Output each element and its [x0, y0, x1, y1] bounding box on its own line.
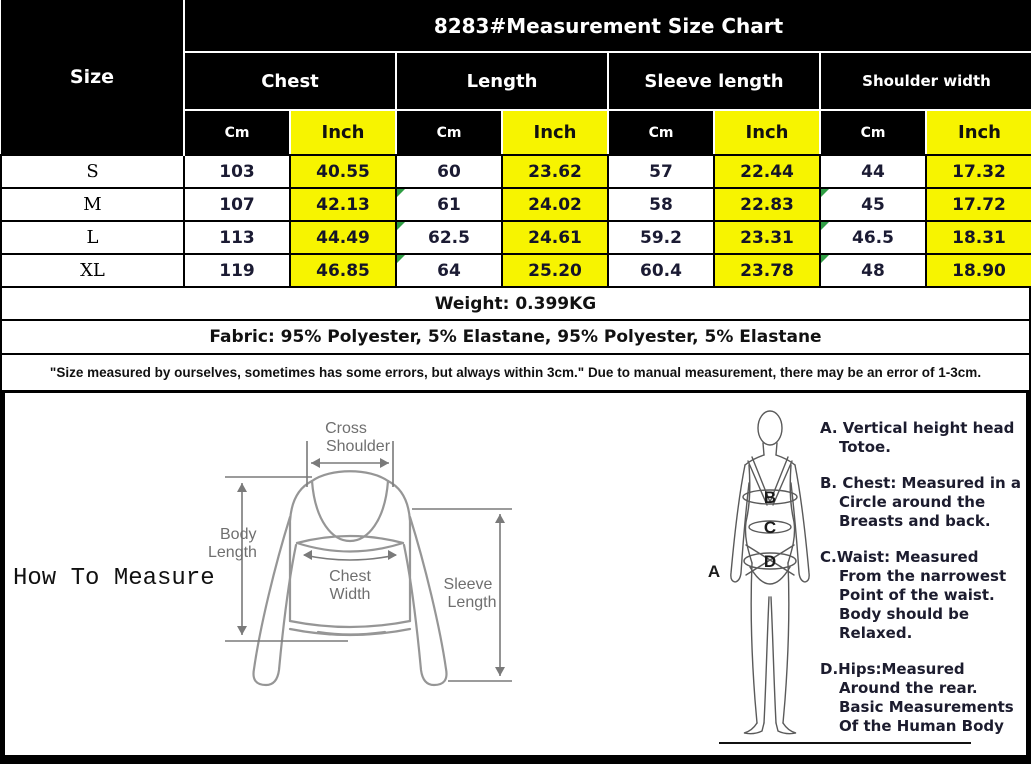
unit-header-inch: Inch — [502, 110, 608, 155]
cm-value-cell: 48 — [820, 254, 926, 287]
inch-value-cell: 17.72 — [926, 188, 1031, 221]
group-header-sleeve-length: Sleeve length — [608, 52, 820, 110]
inch-value-cell: 18.90 — [926, 254, 1031, 287]
inch-value-cell: 18.31 — [926, 221, 1031, 254]
instruction-line: Totoe. — [839, 438, 891, 456]
instruction-line: A. Vertical height head — [820, 419, 1015, 437]
instruction-line: Breasts and back. — [839, 512, 991, 530]
instruction-line: Circle around the — [839, 493, 986, 511]
inch-value-cell: 44.49 — [290, 221, 396, 254]
size-label-cell: XL — [1, 254, 184, 287]
bottom-rule — [719, 742, 971, 744]
svg-text:Length: Length — [208, 544, 257, 561]
cm-value-cell: 45 — [820, 188, 926, 221]
size-label-cell: S — [1, 155, 184, 188]
measurement-instructions — [820, 419, 1025, 753]
chest-width-label: Chest — [329, 568, 371, 585]
weight-row: Weight: 0.399KG — [0, 288, 1031, 321]
garment-sketch-icon — [200, 413, 540, 723]
figure-label-b: B — [763, 488, 777, 507]
figure-label-a: A — [707, 562, 721, 581]
cm-value-cell: 59.2 — [608, 221, 714, 254]
fabric-row: Fabric: 95% Polyester, 5% Elastane, 95% Polyester, 5% Elastane — [0, 321, 1031, 355]
size-label-cell: M — [1, 188, 184, 221]
instruction-line: Around the rear. — [839, 679, 978, 697]
body-length-label: Body — [220, 526, 257, 543]
garment-measure-diagram — [200, 413, 540, 727]
unit-header-inch: Inch — [714, 110, 820, 155]
size-row — [1, 188, 1031, 221]
unit-header-cm: Cm — [396, 110, 502, 155]
instruction-block — [820, 660, 1025, 736]
unit-header-inch: Inch — [290, 110, 396, 155]
inch-value-cell: 42.13 — [290, 188, 396, 221]
inch-value-cell: 25.20 — [502, 254, 608, 287]
cm-value-cell: 107 — [184, 188, 290, 221]
unit-header-cm: Cm — [184, 110, 290, 155]
cm-value-cell: 64 — [396, 254, 502, 287]
size-rows — [1, 155, 1031, 287]
cm-value-cell: 61 — [396, 188, 502, 221]
inch-value-cell: 23.78 — [714, 254, 820, 287]
inch-value-cell: 24.02 — [502, 188, 608, 221]
unit-header-inch: Inch — [926, 110, 1031, 155]
inch-value-cell: 40.55 — [290, 155, 396, 188]
inch-value-cell: 46.85 — [290, 254, 396, 287]
instruction-line: Point of the waist. — [839, 586, 995, 604]
instruction-line: D.Hips:Measured — [820, 660, 965, 678]
svg-text:Shoulder: Shoulder — [325, 438, 391, 455]
cm-value-cell: 60 — [396, 155, 502, 188]
cell-corner-flag-icon — [397, 255, 405, 263]
instruction-line: C.Waist: Measured — [820, 548, 979, 566]
instruction-line: From the narrowest — [839, 567, 1007, 585]
inch-value-cell: 23.62 — [502, 155, 608, 188]
inch-value-cell: 22.44 — [714, 155, 820, 188]
how-to-measure-section — [0, 392, 1031, 764]
inch-value-cell: 22.83 — [714, 188, 820, 221]
size-row — [1, 221, 1031, 254]
cell-corner-flag-icon — [821, 255, 829, 263]
svg-text:Length: Length — [447, 594, 497, 611]
cm-value-cell: 44 — [820, 155, 926, 188]
page-title: 8283#Measurement Size Chart — [184, 0, 1031, 52]
measurement-table — [0, 0, 1031, 288]
size-column-header: Size — [1, 0, 184, 155]
cell-corner-flag-icon — [821, 222, 829, 230]
group-header-length: Length — [396, 52, 608, 110]
instruction-block — [820, 474, 1025, 531]
size-row — [1, 155, 1031, 188]
figure-label-d: D — [763, 552, 777, 571]
unit-header-cm: Cm — [820, 110, 926, 155]
body-measure-diagram — [700, 405, 840, 754]
size-row — [1, 254, 1031, 287]
svg-text:Width: Width — [329, 586, 371, 603]
size-label-cell: L — [1, 221, 184, 254]
how-to-measure-heading: How To Measure — [13, 565, 215, 592]
cell-corner-flag-icon — [821, 189, 829, 197]
group-header-shoulder-width: Shoulder width — [820, 52, 1031, 110]
inch-value-cell: 23.31 — [714, 221, 820, 254]
cell-corner-flag-icon — [397, 222, 405, 230]
cm-value-cell: 119 — [184, 254, 290, 287]
inch-value-cell: 17.32 — [926, 155, 1031, 188]
inch-value-cell: 24.61 — [502, 221, 608, 254]
cell-corner-flag-icon — [397, 189, 405, 197]
cm-value-cell: 58 — [608, 188, 714, 221]
instruction-line: Of the Human Body — [839, 717, 1004, 735]
instruction-line: Relaxed. — [839, 624, 913, 642]
instruction-line: B. Chest: Measured in a — [820, 474, 1022, 492]
cm-value-cell: 103 — [184, 155, 290, 188]
cm-value-cell: 46.5 — [820, 221, 926, 254]
unit-header-cm: Cm — [608, 110, 714, 155]
body-figure-icon — [700, 405, 840, 750]
cm-value-cell: 62.5 — [396, 221, 502, 254]
instruction-line: Basic Measurements — [839, 698, 1014, 716]
cm-value-cell: 57 — [608, 155, 714, 188]
instruction-block — [820, 419, 1025, 457]
cm-value-cell: 113 — [184, 221, 290, 254]
disclaimer-row: "Size measured by ourselves, sometimes has some errors, but always within 3cm." Due to manual measurement, there may be an error of 1-3cm. — [0, 355, 1031, 392]
sleeve-length-label: Sleeve — [443, 576, 493, 593]
cross-shoulder-label: Cross — [325, 420, 367, 437]
group-header-chest: Chest — [184, 52, 396, 110]
instruction-line: Body should be — [839, 605, 970, 623]
figure-label-c: C — [763, 518, 777, 537]
cm-value-cell: 60.4 — [608, 254, 714, 287]
instruction-block — [820, 548, 1025, 643]
